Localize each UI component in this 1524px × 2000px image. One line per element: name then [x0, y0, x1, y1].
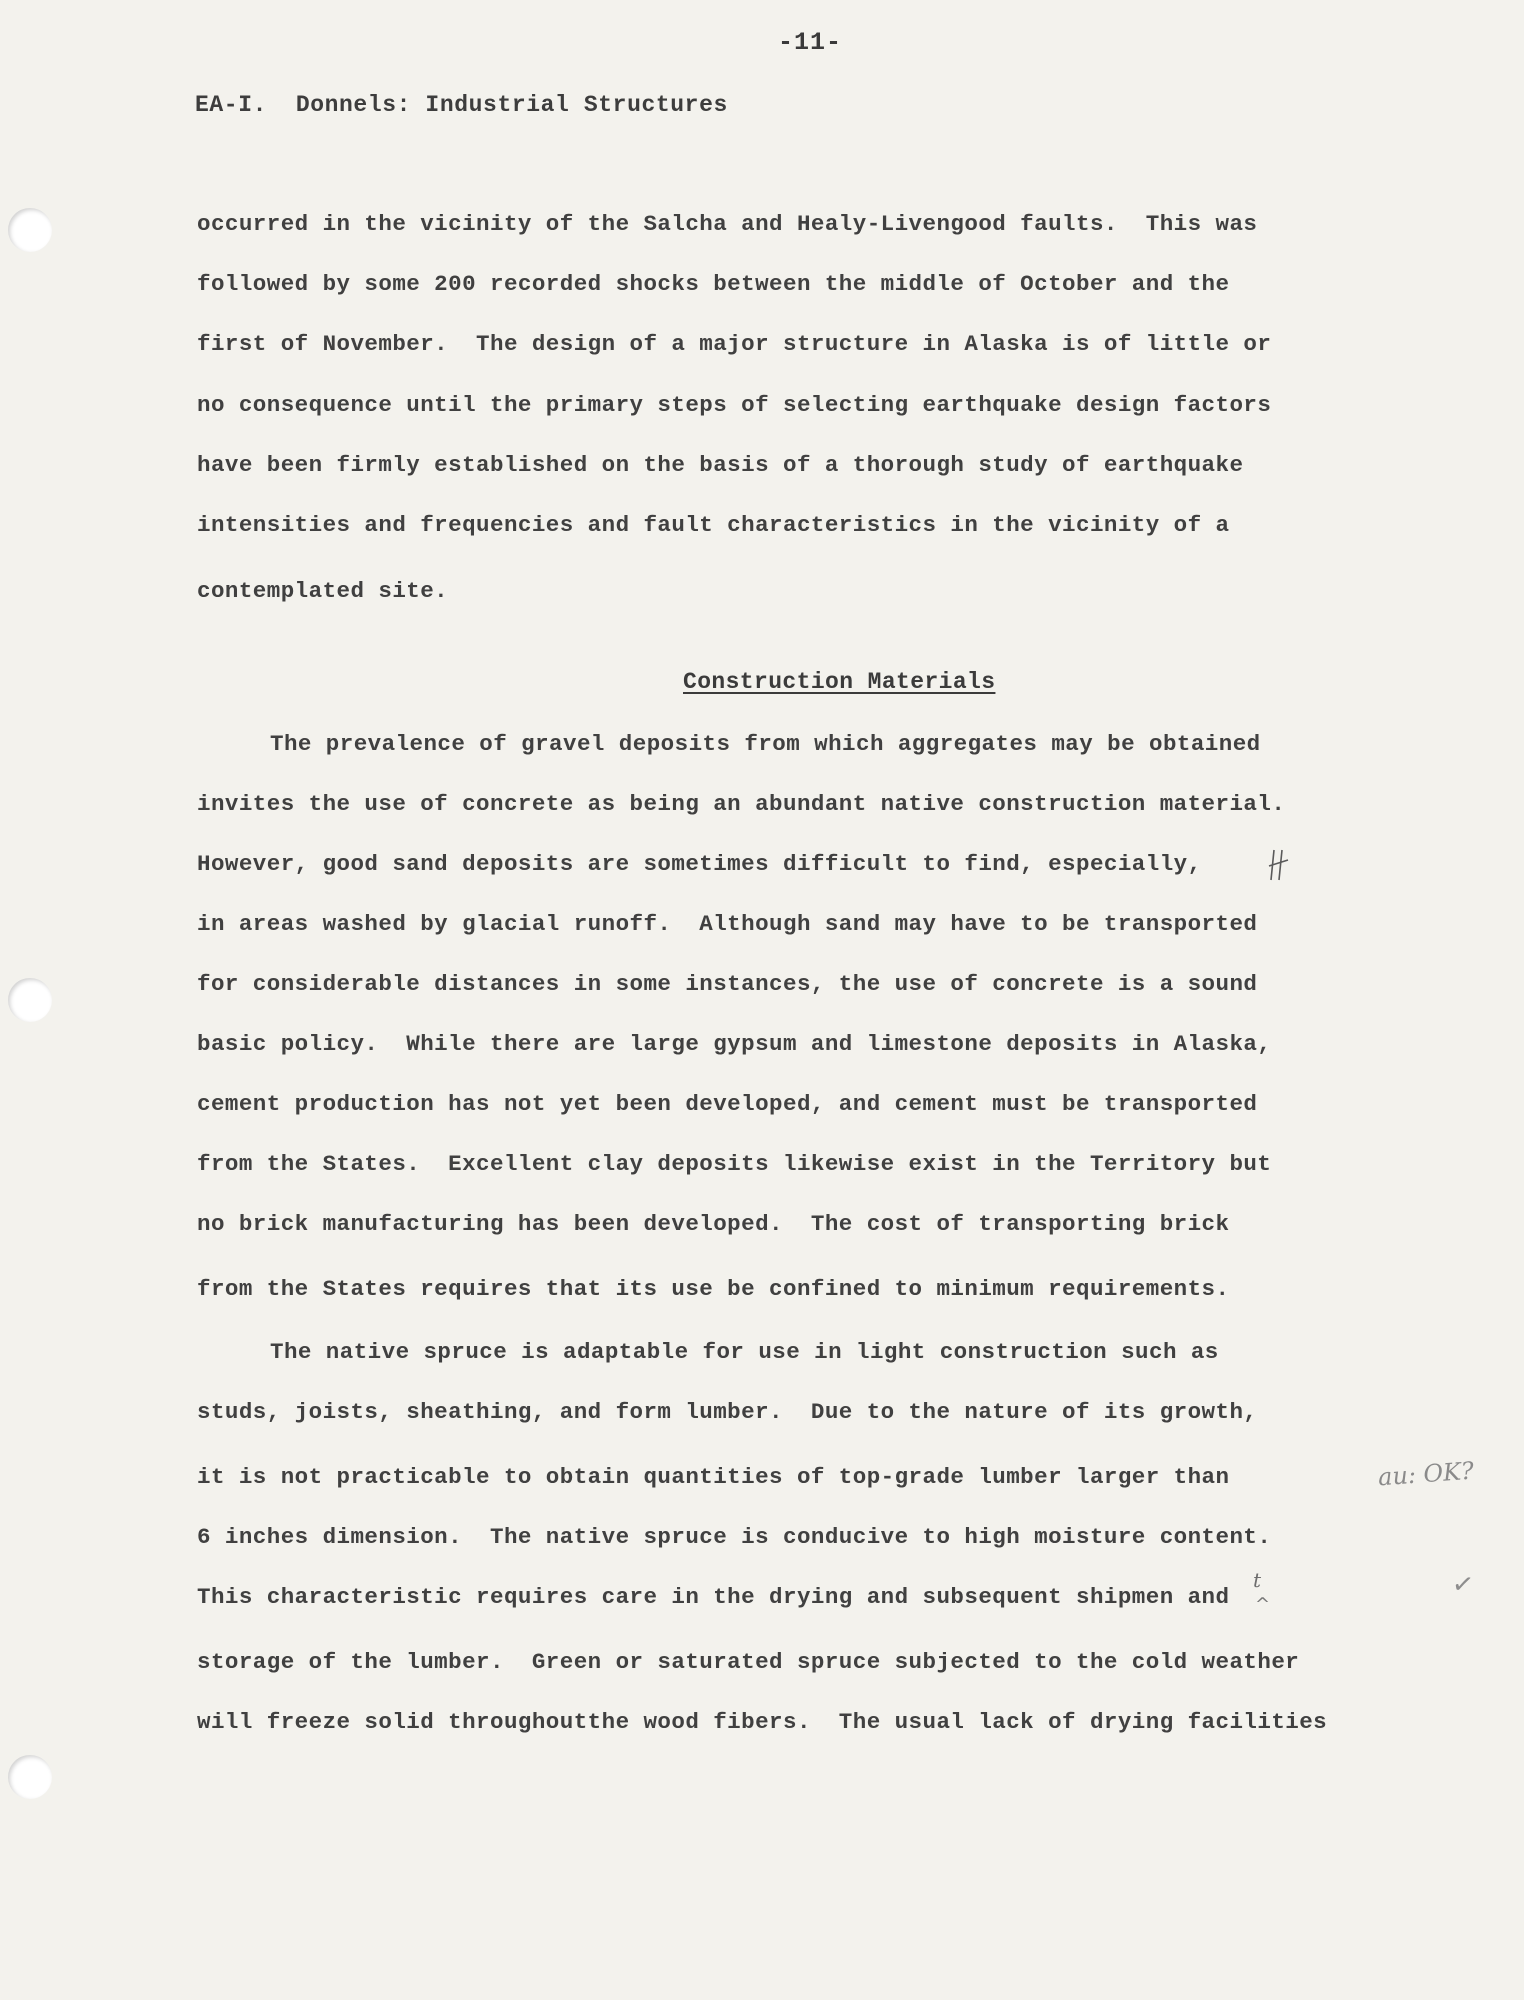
punch-hole [8, 208, 52, 252]
text-line: The prevalence of gravel deposits from which aggregates may be obtained [270, 731, 1261, 757]
caret-icon: ^ [1255, 1594, 1271, 1615]
running-head: EA-I. Donnels: Industrial Structures [195, 92, 728, 118]
text-line: 6 inches dimension. The native spruce is conducive to high moisture content. [197, 1524, 1272, 1550]
text-line: have been firmly established on the basis of a thorough study of earthquake [197, 452, 1244, 478]
text-line: in areas washed by glacial runoff. Although sand may have to be transported [197, 911, 1258, 937]
margin-query-note: au: OK? [1377, 1456, 1475, 1492]
delete-mark-icon [1268, 848, 1290, 882]
text-line: no consequence until the primary steps of selecting earthquake design factors [197, 392, 1272, 418]
text-line: first of November. The design of a major structure in Alaska is of little or [197, 331, 1272, 357]
text-line: contemplated site. [197, 578, 449, 604]
punch-hole [8, 1755, 52, 1799]
inserted-letter: t [1253, 1568, 1262, 1592]
text-line: it is not practicable to obtain quantities of top-grade lumber larger than [197, 1464, 1230, 1490]
section-heading: Construction Materials [683, 669, 996, 695]
text-line: invites the use of concrete as being an abundant native construction material. [197, 791, 1286, 817]
text-line: studs, joists, sheathing, and form lumber. Due to the nature of its growth, [197, 1399, 1258, 1425]
text-line: no brick manufacturing has been developed. The cost of transporting brick [197, 1211, 1230, 1237]
text-line: storage of the lumber. Green or saturated spruce subjected to the cold weather [197, 1649, 1300, 1675]
text-line: basic policy. While there are large gypsum and limestone deposits in Alaska, [197, 1031, 1272, 1057]
text-line: from the States. Excellent clay deposits likewise exist in the Territory but [197, 1151, 1272, 1177]
text-line: for considerable distances in some instances, the use of concrete is a sound [197, 971, 1258, 997]
text-line: intensities and frequencies and fault characteristics in the vicinity of a [197, 512, 1230, 538]
text-line: from the States requires that its use be confined to minimum requirements. [197, 1276, 1230, 1302]
text-line: followed by some 200 recorded shocks between the middle of October and the [197, 271, 1230, 297]
text-line: occurred in the vicinity of the Salcha and Healy-Livengood faults. This was [197, 211, 1258, 237]
text-line: The native spruce is adaptable for use in light construction such as [270, 1339, 1219, 1365]
text-line: This characteristic requires care in the drying and subsequent shipmen and [197, 1584, 1230, 1610]
text-line: cement production has not yet been developed, and cement must be transported [197, 1091, 1258, 1117]
check-mark-icon: ✓ [1450, 1568, 1476, 1602]
text-line: will freeze solid throughoutthe wood fibers. The usual lack of drying facilities [197, 1709, 1328, 1735]
punch-hole [8, 978, 52, 1022]
text-line: However, good sand deposits are sometimes difficult to find, especially, [197, 851, 1202, 877]
page-number: -11- [777, 28, 842, 57]
